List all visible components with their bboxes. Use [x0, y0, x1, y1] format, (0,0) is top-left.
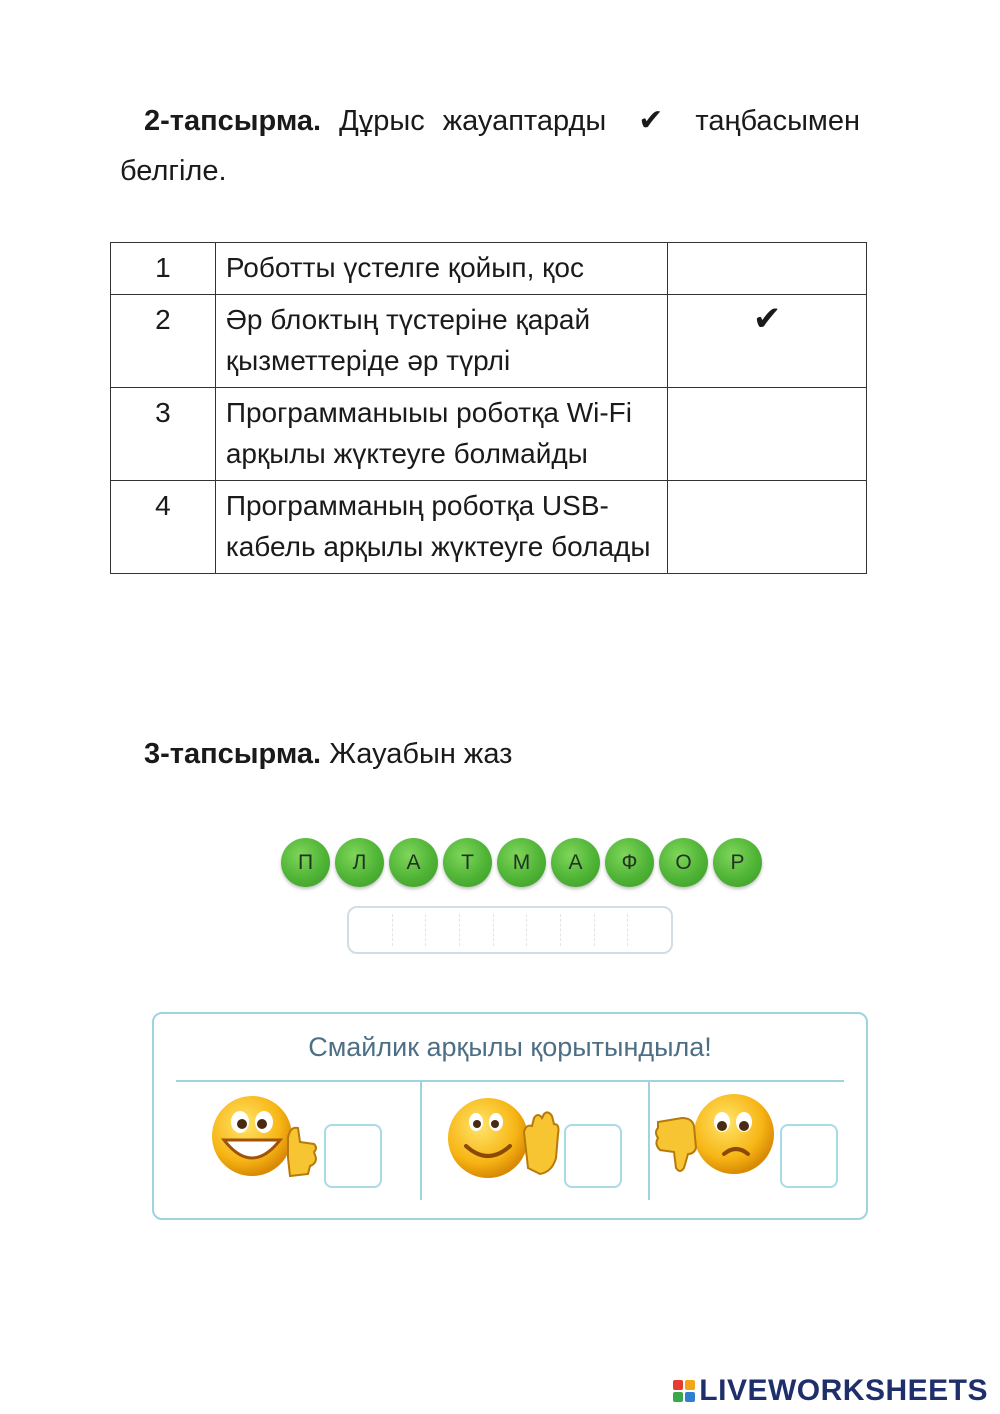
letter-bubble: О	[659, 838, 708, 887]
panel-column-divider	[648, 1080, 650, 1200]
panel-title: Смайлик арқылы қорытындыла!	[308, 1032, 712, 1062]
letter-bubble: Т	[443, 838, 492, 887]
row-check-cell[interactable]	[668, 481, 867, 574]
liveworksheets-logo-icon	[673, 1380, 695, 1402]
panel-divider	[176, 1080, 844, 1082]
row-check-cell[interactable]	[668, 388, 867, 481]
brand-footer	[673, 1374, 988, 1408]
row-number: 4	[111, 481, 216, 574]
task2-text-before: Дұрыс жауаптарды	[339, 105, 607, 137]
brand-name: LIVEWORKSHEETS	[699, 1374, 988, 1407]
row-statement: Әр блоктың түстеріне қарай қызметтеріде әр түрлі	[215, 295, 668, 388]
smiley-reflection-panel	[152, 1012, 868, 1220]
table-row	[111, 388, 867, 481]
letter-bubble: Ф	[605, 838, 654, 887]
smiley-checkbox[interactable]	[780, 1124, 838, 1188]
letter-bubble: Р	[713, 838, 762, 887]
row-number: 3	[111, 388, 216, 481]
row-statement: Роботты үстелге қойып, қос	[215, 243, 668, 295]
row-statement: Программаныыы роботқа Wi-Fi арқылы жүктеуге болмайды	[215, 388, 668, 481]
logo-tile	[673, 1392, 683, 1402]
logo-tile	[685, 1380, 695, 1390]
row-number: 1	[111, 243, 216, 295]
answer-cell	[527, 914, 561, 946]
task2-heading	[120, 96, 860, 196]
smiley-checkbox[interactable]	[324, 1124, 382, 1188]
table-row	[111, 481, 867, 574]
table-row	[111, 295, 867, 388]
task2-label: 2-тапсырма.	[144, 105, 322, 137]
answer-cell	[494, 914, 528, 946]
answer-cell	[426, 914, 460, 946]
letter-bubbles	[281, 838, 762, 887]
logo-tile	[685, 1392, 695, 1402]
panel-column-divider	[420, 1080, 422, 1200]
answer-cell	[393, 914, 427, 946]
letter-bubble: Л	[335, 838, 384, 887]
task3-text: Жауабын жаз	[329, 738, 513, 770]
row-number: 2	[111, 295, 216, 388]
row-statement: Программаның роботқа USB-кабель арқылы жүктеуге болады	[215, 481, 668, 574]
answer-cell	[628, 914, 661, 946]
row-check-cell[interactable]: ✔	[668, 295, 867, 388]
row-check-cell[interactable]	[668, 243, 867, 295]
answer-cell	[460, 914, 494, 946]
answer-cell	[595, 914, 629, 946]
task3-label: 3-тапсырма.	[144, 738, 322, 770]
letter-bubble: П	[281, 838, 330, 887]
answer-cell	[359, 914, 393, 946]
letter-bubble: А	[551, 838, 600, 887]
letter-bubble: А	[389, 838, 438, 887]
check-mark-icon: ✔	[638, 104, 664, 137]
task2-text-after: таңбасымен белгіле.	[120, 105, 860, 187]
logo-tile	[673, 1380, 683, 1390]
word-answer-input[interactable]	[347, 906, 673, 954]
answer-cell	[561, 914, 595, 946]
task3-heading	[144, 732, 512, 776]
answers-table	[110, 242, 867, 574]
letter-bubble: М	[497, 838, 546, 887]
smiley-checkbox[interactable]	[564, 1124, 622, 1188]
table-row	[111, 243, 867, 295]
